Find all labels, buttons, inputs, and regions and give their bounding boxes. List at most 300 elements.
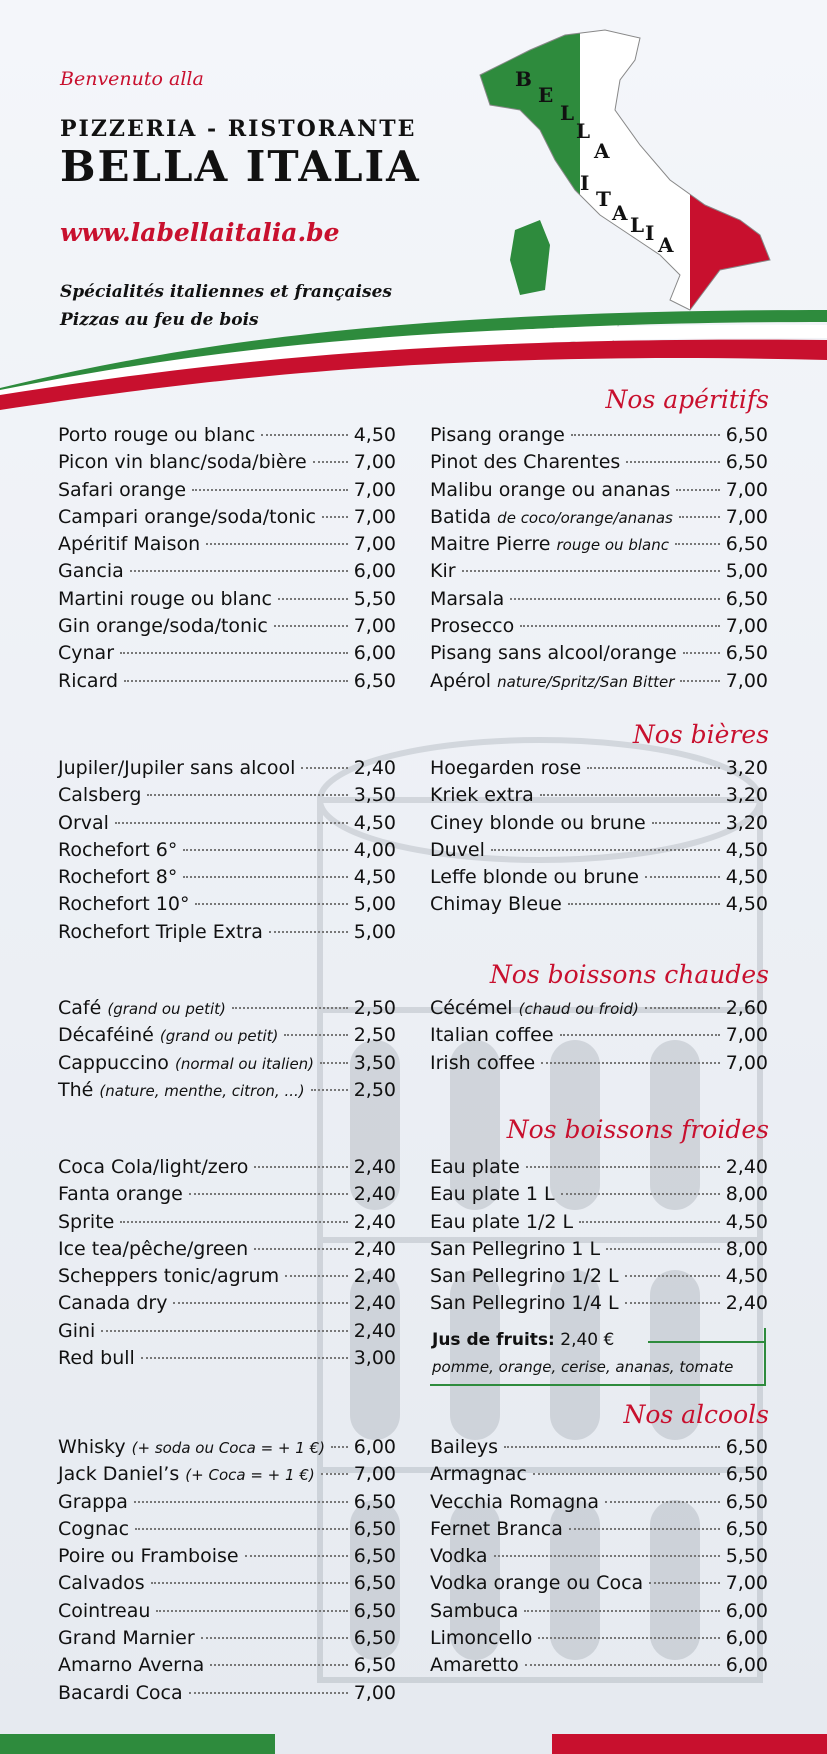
menu-item-label: Pinot des Charentes — [430, 451, 621, 474]
menu-item-price: 6,00 — [353, 1436, 396, 1458]
menu-item-note: (chaud ou froid) — [518, 1000, 639, 1018]
menu-item — [430, 1183, 768, 1210]
menu-item-price: 3,20 — [725, 784, 768, 807]
menu-item — [430, 1292, 768, 1319]
menu-item — [58, 757, 396, 784]
menu-item-name — [58, 506, 316, 528]
menu-item — [58, 1156, 396, 1183]
menu-item — [430, 670, 768, 697]
menu-item-price: 6,50 — [353, 1572, 396, 1595]
dot-leader — [183, 876, 347, 878]
map-letter: B — [515, 67, 532, 91]
dot-leader — [192, 489, 348, 491]
menu-item-label: Cécémel — [430, 997, 513, 1019]
menu-item-name — [430, 1024, 554, 1046]
menu-item — [58, 997, 396, 1024]
menu-item-price: 3,50 — [353, 1051, 396, 1074]
menu-item — [430, 1572, 768, 1599]
menu-item-name — [430, 1463, 527, 1485]
menu-item — [430, 1545, 768, 1572]
menu-item-price: 2,40 — [353, 1319, 396, 1342]
menu-item-price: 4,50 — [725, 1210, 768, 1233]
menu-item — [430, 1156, 768, 1183]
menu-item-name — [58, 588, 272, 610]
menu-item-note: (+ soda ou Coca = + 1 €) — [131, 1439, 325, 1457]
dot-leader — [331, 1446, 348, 1448]
dot-leader — [141, 1357, 348, 1359]
menu-item-name — [430, 812, 646, 834]
menu-item-label: Leffe blonde ou brune — [430, 866, 639, 889]
menu-item-name — [58, 757, 295, 779]
dot-leader — [652, 822, 720, 824]
froides-left-list — [58, 1156, 396, 1374]
map-letter: I — [645, 221, 655, 245]
menu-item-label: Martini rouge ou blanc — [58, 587, 272, 610]
dot-leader — [173, 1302, 347, 1304]
menu-item — [58, 1682, 396, 1709]
juice-list: pomme, orange, cerise, ananas, tomate — [432, 1358, 734, 1376]
menu-item — [58, 1518, 396, 1545]
menu-item — [58, 812, 396, 839]
dot-leader — [201, 1637, 348, 1639]
bieres-left-list — [58, 757, 396, 948]
menu-item-label: Sambuca — [430, 1599, 519, 1622]
menu-item-label: Cognac — [58, 1517, 130, 1540]
menu-item-name — [58, 670, 118, 692]
menu-item-name — [58, 1238, 248, 1260]
dot-leader — [284, 1034, 347, 1036]
alcools-left-list — [58, 1436, 396, 1709]
dot-leader — [269, 931, 348, 933]
map-letter: T — [596, 187, 611, 211]
menu-item-price: 6,50 — [353, 1654, 396, 1677]
menu-item — [58, 533, 396, 560]
map-letter: E — [538, 83, 554, 107]
menu-item-price: 7,00 — [353, 615, 396, 638]
menu-item-name — [58, 1682, 183, 1704]
menu-item-name — [430, 506, 673, 528]
specialty-line-1: Spécialités italiennes et françaises — [60, 282, 392, 302]
menu-item-price: 6,50 — [725, 1463, 768, 1486]
map-letter: L — [576, 119, 591, 143]
dot-leader — [605, 1501, 720, 1503]
menu-item — [430, 1518, 768, 1545]
dot-leader — [124, 680, 348, 682]
menu-item-price: 6,00 — [353, 642, 396, 665]
menu-item — [430, 1600, 768, 1627]
map-letter: A — [612, 201, 628, 225]
menu-item-label: Chimay Bleue — [430, 893, 562, 916]
menu-item-price: 6,00 — [725, 1627, 768, 1650]
menu-item-label: Malibu orange ou ananas — [430, 478, 671, 501]
section-title-froides: Nos boissons froides — [506, 1115, 769, 1144]
specialty-line-2: Pizzas au feu de bois — [60, 310, 259, 330]
menu-item-name — [430, 997, 639, 1019]
menu-item-note: (grand ou petit) — [159, 1027, 279, 1046]
menu-item — [58, 1052, 396, 1079]
menu-item-price: 2,40 — [353, 1183, 396, 1206]
menu-item-label: Limoncello — [430, 1627, 533, 1650]
menu-item — [58, 921, 396, 948]
menu-item — [58, 1079, 396, 1106]
menu-item-label: Décaféiné — [58, 1024, 154, 1047]
menu-item-label: Irish coffee — [430, 1051, 536, 1074]
dot-leader — [189, 1193, 348, 1195]
menu-item — [58, 1436, 396, 1463]
dot-leader — [285, 1275, 348, 1277]
menu-item-name — [58, 866, 177, 888]
menu-item-label: Ciney blonde ou brune — [430, 811, 646, 834]
menu-item-label: Marsala — [430, 587, 505, 610]
menu-item-price: 6,50 — [353, 1545, 396, 1568]
menu-item-label: Amarno Averna — [58, 1654, 205, 1677]
menu-item-price: 4,00 — [353, 838, 396, 861]
menu-item-price: 7,00 — [725, 1572, 768, 1595]
menu-item-label: Cointreau — [58, 1599, 151, 1622]
menu-item-label: Kriek extra — [430, 784, 534, 807]
dot-leader — [541, 1062, 719, 1064]
dot-leader — [625, 1302, 720, 1304]
menu-item — [58, 1600, 396, 1627]
menu-item-price: 6,50 — [353, 669, 396, 692]
menu-item-label: Whisky — [58, 1436, 126, 1458]
menu-item-label: Scheppers tonic/agrum — [58, 1265, 280, 1288]
menu-item — [430, 533, 768, 560]
menu-item-label: Grappa — [58, 1490, 128, 1513]
section-title-alcools: Nos alcools — [623, 1400, 769, 1429]
dot-leader — [130, 570, 348, 572]
menu-item-label: Jack Daniel’s — [58, 1463, 180, 1486]
menu-item — [58, 1024, 396, 1051]
menu-item-name — [430, 424, 565, 446]
menu-item — [430, 893, 768, 920]
menu-item — [58, 560, 396, 587]
dot-leader — [675, 543, 720, 545]
menu-item-price: 6,50 — [725, 642, 768, 665]
menu-item-price: 6,50 — [725, 587, 768, 610]
menu-item-label: Picon vin blanc/soda/bière — [58, 451, 307, 474]
dot-leader — [313, 461, 348, 463]
dot-leader — [645, 876, 720, 878]
menu-item-name — [430, 839, 485, 861]
menu-item-price: 5,00 — [353, 893, 396, 916]
menu-item — [430, 1265, 768, 1292]
menu-item-name — [58, 1436, 325, 1458]
menu-item-label: San Pellegrino 1 L — [430, 1237, 601, 1260]
juice-label: Jus de fruits: — [432, 1330, 555, 1350]
menu-item-price: 6,50 — [725, 1436, 768, 1458]
juice-title — [432, 1330, 614, 1350]
juice-price: 2,40 € — [560, 1330, 615, 1350]
menu-item-name — [430, 560, 456, 582]
menu-item-note: nature/Spritz/San Bitter — [497, 672, 675, 691]
dot-leader — [301, 767, 347, 769]
menu-item — [430, 757, 768, 784]
menu-item-label: Eau plate 1/2 L — [430, 1210, 574, 1233]
dot-leader — [538, 1637, 719, 1639]
website-link[interactable]: www.labellaitalia.be — [60, 218, 340, 247]
menu-item-name — [430, 1518, 563, 1540]
menu-item-name — [58, 1545, 239, 1567]
menu-item-name — [58, 1654, 204, 1676]
menu-item-label: Campari orange/soda/tonic — [58, 505, 316, 528]
menu-item — [430, 1463, 768, 1490]
menu-item-name — [430, 1292, 619, 1314]
menu-item-price: 7,00 — [725, 1051, 768, 1074]
restaurant-title: BELLA ITALIA — [60, 142, 421, 191]
menu-item-name — [58, 1320, 95, 1342]
menu-item — [430, 451, 768, 478]
menu-item-name — [430, 1156, 520, 1178]
menu-item-label: Calsberg — [58, 784, 142, 807]
menu-item-price: 4,50 — [353, 424, 396, 446]
menu-item-name — [58, 1572, 145, 1594]
menu-item-price: 7,00 — [353, 478, 396, 501]
map-letter: A — [594, 139, 610, 163]
menu-item-label: Rochefort 6° — [58, 838, 178, 861]
menu-item-name — [430, 1052, 535, 1074]
menu-item-price: 6,50 — [353, 1599, 396, 1622]
menu-item-name — [430, 757, 581, 779]
menu-item-price: 7,00 — [353, 533, 396, 556]
menu-item-label: Ricard — [58, 669, 119, 692]
menu-item-price: 4,50 — [725, 838, 768, 861]
dot-leader — [491, 849, 720, 851]
menu-item-name — [430, 451, 620, 473]
dot-leader — [462, 570, 720, 572]
juice-rule — [648, 1341, 764, 1343]
menu-item-label: Vodka orange ou Coca — [430, 1572, 644, 1595]
menu-item-label: Rochefort 8° — [58, 866, 178, 889]
map-letter: L — [560, 101, 575, 125]
menu-item-price: 7,00 — [353, 1463, 396, 1486]
menu-item-name — [58, 1052, 314, 1074]
menu-item-label: Hoegarden rose — [430, 757, 582, 779]
dot-leader — [649, 1582, 720, 1584]
dot-leader — [206, 543, 348, 545]
menu-item — [430, 615, 768, 642]
menu-item-price: 6,00 — [725, 1654, 768, 1677]
dot-leader — [676, 489, 719, 491]
juice-box — [430, 1328, 766, 1386]
menu-item-label: Poire ou Framboise — [58, 1545, 239, 1568]
menu-item-label: Pisang sans alcool/orange — [430, 642, 677, 665]
dot-leader — [320, 1062, 348, 1064]
dot-leader — [569, 1528, 720, 1530]
menu-item-name — [58, 1156, 248, 1178]
menu-item-name — [430, 533, 669, 555]
menu-item-price: 6,50 — [353, 1517, 396, 1540]
menu-item-label: Canada dry — [58, 1292, 168, 1315]
dot-leader — [134, 1501, 348, 1503]
menu-item-price: 2,40 — [353, 757, 396, 779]
menu-item-price: 2,40 — [353, 1265, 396, 1288]
menu-item — [58, 1627, 396, 1654]
menu-item-price: 6,50 — [725, 451, 768, 474]
menu-item-price: 2,40 — [353, 1292, 396, 1315]
dot-leader — [321, 1473, 348, 1475]
dot-leader — [494, 1555, 720, 1557]
dot-leader — [151, 1582, 348, 1584]
dot-leader — [524, 1610, 719, 1612]
dot-leader — [261, 434, 347, 436]
dot-leader — [156, 1610, 347, 1612]
dot-leader — [210, 1664, 347, 1666]
menu-item-price: 5,00 — [725, 560, 768, 583]
menu-item — [430, 1491, 768, 1518]
dot-leader — [680, 680, 719, 682]
menu-item-name — [58, 642, 114, 664]
menu-item — [430, 784, 768, 811]
menu-item-label: Cynar — [58, 642, 115, 665]
menu-item — [58, 1292, 396, 1319]
menu-item-price: 4,50 — [725, 1265, 768, 1288]
menu-item-price: 2,50 — [353, 1078, 396, 1101]
menu-item-name — [430, 588, 504, 610]
menu-item-price: 2,50 — [353, 1024, 396, 1047]
menu-item-price: 5,50 — [353, 587, 396, 610]
welcome-text: Benvenuto alla — [60, 68, 204, 90]
menu-item-name — [58, 1518, 129, 1540]
menu-item-label: Gini — [58, 1319, 96, 1342]
menu-item-price: 8,00 — [725, 1183, 768, 1206]
menu-item-price: 6,00 — [725, 1599, 768, 1622]
menu-item-price: 6,00 — [353, 560, 396, 583]
dot-leader — [587, 767, 719, 769]
menu-item-name — [58, 1265, 279, 1287]
menu-item-price: 2,40 — [725, 1292, 768, 1315]
menu-item-name — [430, 1491, 599, 1513]
menu-item-name — [58, 560, 124, 582]
menu-item-name — [58, 615, 268, 637]
menu-item-price: 4,50 — [353, 811, 396, 834]
menu-item-name — [430, 1627, 532, 1649]
froides-right-list — [430, 1156, 768, 1320]
menu-item-label: Duvel — [430, 838, 485, 861]
dot-leader — [245, 1555, 348, 1557]
menu-item-price: 3,50 — [353, 784, 396, 807]
menu-item-label: Thé — [58, 1078, 94, 1101]
menu-item-price: 7,00 — [725, 669, 768, 692]
menu-item-label: Kir — [430, 560, 456, 583]
menu-item-name — [58, 893, 189, 915]
menu-item — [58, 893, 396, 920]
dot-leader — [115, 822, 348, 824]
menu-item-label: Armagnac — [430, 1463, 527, 1486]
menu-item-name — [58, 839, 177, 861]
menu-item — [58, 1238, 396, 1265]
menu-item-name — [430, 1545, 488, 1567]
menu-item-name — [430, 1265, 619, 1287]
menu-item-label: Bacardi Coca — [58, 1681, 183, 1704]
map-letter: I — [580, 171, 590, 195]
menu-item-label: Pisang orange — [430, 424, 565, 446]
section-title-aperitifs: Nos apéritifs — [605, 385, 769, 414]
menu-item-label: Porto rouge ou blanc — [58, 424, 256, 446]
dot-leader — [606, 1248, 720, 1250]
menu-item-name — [58, 479, 186, 501]
menu-item-price: 2,40 — [353, 1156, 396, 1178]
dot-leader — [101, 1330, 347, 1332]
dot-leader — [568, 903, 720, 905]
menu-item-price: 3,20 — [725, 757, 768, 779]
menu-item-price: 7,00 — [353, 451, 396, 474]
dot-leader — [278, 598, 348, 600]
menu-item — [58, 784, 396, 811]
aperitifs-left-list — [58, 424, 396, 697]
menu-item — [430, 1211, 768, 1238]
menu-item-name — [58, 1347, 135, 1369]
menu-item-price: 6,50 — [725, 1517, 768, 1540]
menu-item-note: (nature, menthe, citron, ...) — [99, 1081, 305, 1100]
menu-item-label: Vodka — [430, 1545, 488, 1568]
menu-item — [58, 1572, 396, 1599]
dot-leader — [195, 903, 347, 905]
menu-item-label: Batida — [430, 505, 492, 528]
menu-item — [58, 1265, 396, 1292]
menu-item — [430, 1654, 768, 1681]
menu-item-note: rouge ou blanc — [556, 536, 669, 555]
dot-leader — [625, 1275, 720, 1277]
dot-leader — [254, 1248, 348, 1250]
menu-item-name — [430, 670, 674, 692]
menu-item-price: 7,00 — [353, 1681, 396, 1704]
menu-item-price: 2,50 — [353, 997, 396, 1019]
menu-item-label: Jupiler/Jupiler sans alcool — [58, 757, 296, 779]
menu-item-label: Vecchia Romagna — [430, 1490, 599, 1513]
menu-item-price: 4,50 — [725, 893, 768, 916]
menu-item — [58, 588, 396, 615]
menu-item-label: Eau plate — [430, 1156, 520, 1178]
menu-item-name — [430, 615, 514, 637]
dot-leader — [254, 1166, 347, 1168]
menu-item-label: Ice tea/pêche/green — [58, 1237, 249, 1260]
dot-leader — [504, 1446, 720, 1448]
menu-item-name — [58, 1463, 315, 1485]
menu-item-label: Coca Cola/light/zero — [58, 1156, 249, 1178]
dot-leader — [679, 516, 720, 518]
menu-item-name — [430, 1211, 573, 1233]
menu-item-name — [58, 997, 226, 1019]
dot-leader — [645, 1007, 720, 1009]
dot-leader — [525, 1664, 720, 1666]
menu-item — [58, 1211, 396, 1238]
menu-item — [430, 642, 768, 669]
menu-item-label: Grand Marnier — [58, 1627, 195, 1650]
dot-leader — [189, 1692, 348, 1694]
menu-item — [430, 812, 768, 839]
menu-item-name — [58, 1024, 278, 1046]
menu-item-name — [58, 1491, 128, 1513]
menu-item-name — [58, 424, 255, 446]
menu-item-price: 5,50 — [725, 1545, 768, 1568]
menu-item — [58, 866, 396, 893]
menu-item — [430, 506, 768, 533]
menu-item-price: 4,50 — [353, 866, 396, 889]
menu-item-label: Sprite — [58, 1210, 115, 1233]
map-letter: L — [630, 213, 645, 237]
menu-item-name — [430, 866, 639, 888]
menu-item-name — [430, 1183, 555, 1205]
menu-item — [430, 866, 768, 893]
menu-item-note: (normal ou italien) — [174, 1054, 315, 1073]
menu-item — [58, 451, 396, 478]
menu-item-label: San Pellegrino 1/4 L — [430, 1292, 619, 1315]
dot-leader — [311, 1089, 348, 1091]
menu-item — [58, 506, 396, 533]
menu-item-price: 7,00 — [725, 1024, 768, 1047]
menu-item-name — [430, 1238, 600, 1260]
